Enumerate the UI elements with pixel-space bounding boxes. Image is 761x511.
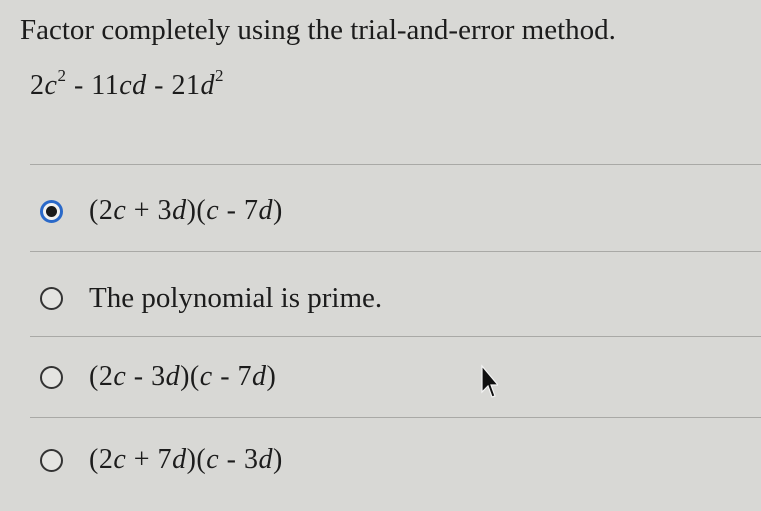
option-4-label: (2c + 7d)(c - 3d) [89,444,283,475]
divider [30,164,761,165]
radio-button[interactable] [40,287,63,310]
radio-button[interactable] [40,449,63,472]
answer-option-3[interactable] [40,355,276,399]
answer-option-4[interactable] [40,438,283,482]
option-3-label: (2c - 3d)(c - 7d) [89,361,277,392]
question-prompt: Factor completely using the trial-and-error method. [20,14,616,46]
mouse-pointer-icon [480,364,498,400]
divider [30,417,761,418]
polynomial-expression: $2c^2 - 11cd - 21d^2$ [30,66,224,101]
option-1-label: (2c + 3d)(c - 7d) [89,195,283,226]
radio-button[interactable] [40,366,63,389]
divider [30,336,761,337]
divider [30,251,761,252]
option-2-label: The polynomial is prime. [89,281,383,314]
radio-button-selected[interactable] [40,200,63,223]
answer-option-1[interactable] [40,189,283,233]
answer-option-2[interactable] [40,276,382,320]
